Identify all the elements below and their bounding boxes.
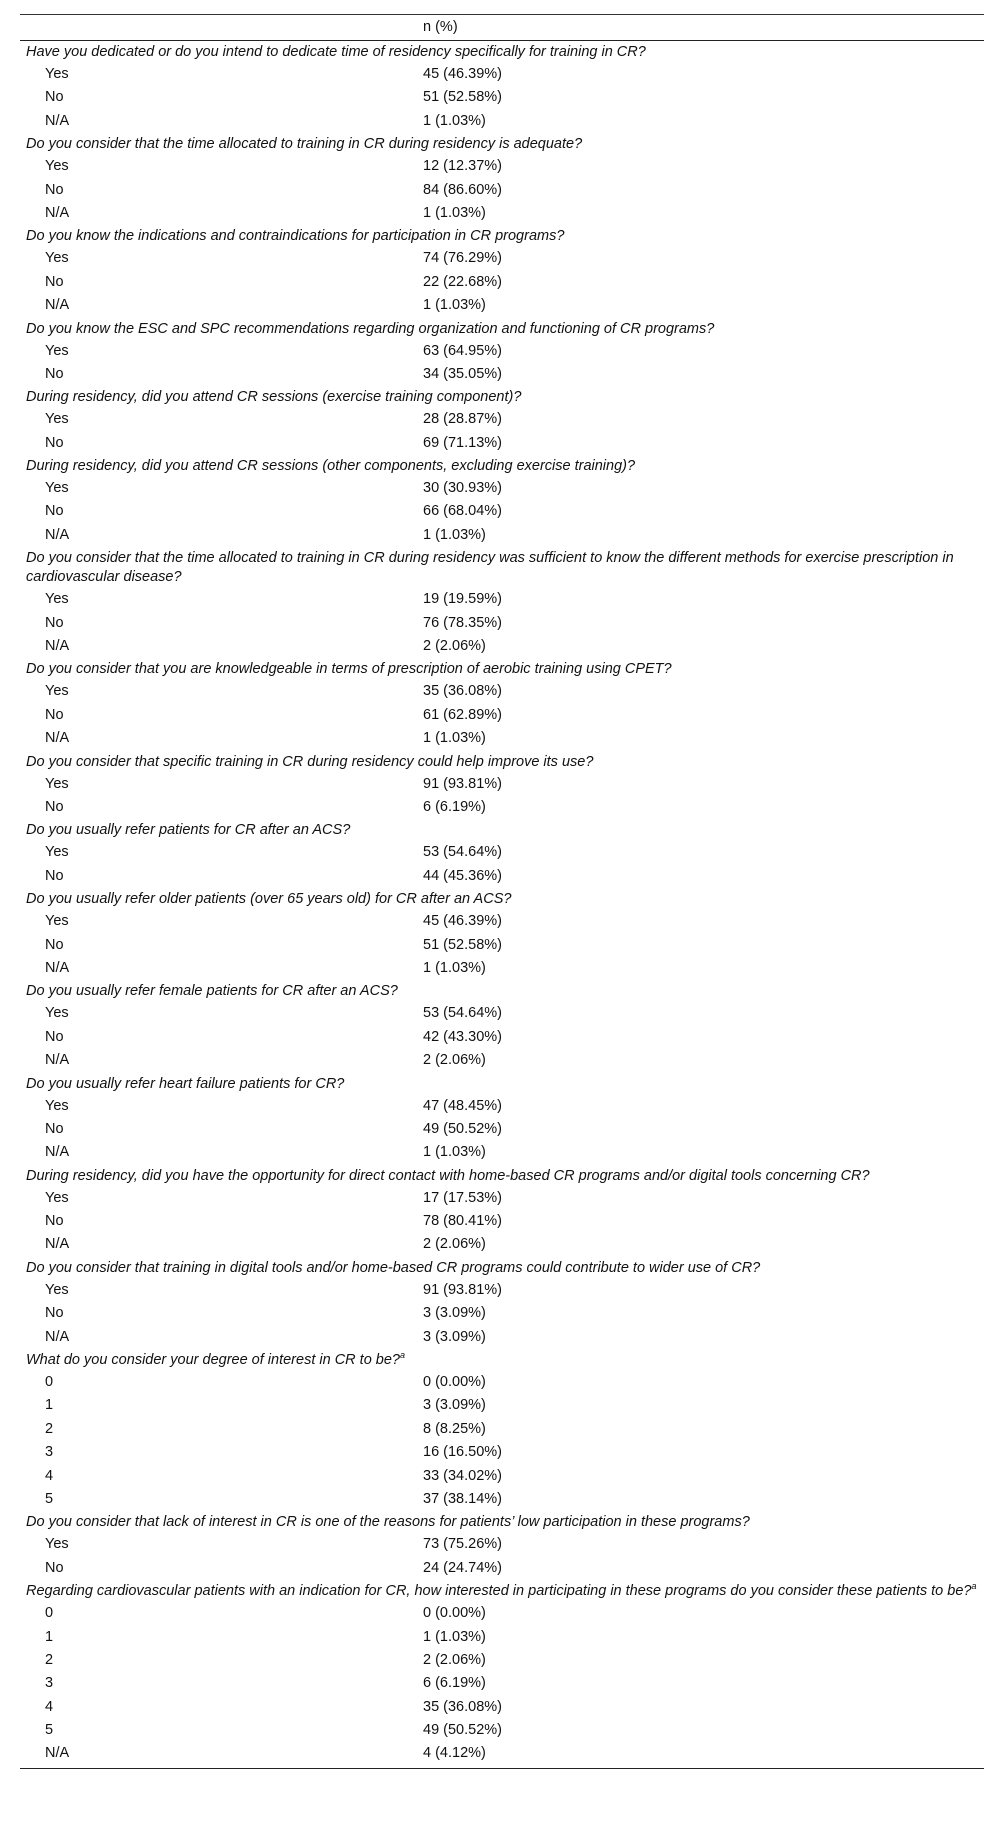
question-text: During residency, did you have the opportunity for direct contact with home-based CR programs and/or digital tools concerning CR? <box>26 1167 870 1184</box>
answer-label: Yes <box>45 411 69 428</box>
answer-value: 1 (1.03%) <box>423 204 486 221</box>
answer-row <box>20 1118 984 1141</box>
answer-value: 74 (76.29%) <box>423 250 502 267</box>
answer-value: 6 (6.19%) <box>423 798 486 815</box>
answer-value: 35 (36.08%) <box>423 683 502 700</box>
answer-row <box>20 773 984 796</box>
answer-label: No <box>45 181 64 198</box>
question-row <box>20 1257 980 1279</box>
answer-value: 16 (16.50%) <box>423 1444 502 1461</box>
answer-label: Yes <box>45 1097 69 1114</box>
answer-label: No <box>45 706 64 723</box>
answer-row <box>20 865 984 888</box>
answer-row <box>20 1649 984 1672</box>
question-row <box>20 1580 980 1602</box>
answer-row <box>20 1602 984 1625</box>
answer-label: No <box>45 273 64 290</box>
question-text: Do you know the ESC and SPC recommendations regarding organization and functioning of CR programs? <box>26 320 715 337</box>
answer-value: 2 (2.06%) <box>423 1052 486 1069</box>
answer-row <box>20 1141 984 1164</box>
answer-value: 51 (52.58%) <box>423 936 502 953</box>
answer-label: 2 <box>45 1651 54 1668</box>
question-row <box>20 980 980 1002</box>
question-text: Do you usually refer patients for CR after an ACS? <box>26 822 351 839</box>
question-text: During residency, did you attend CR sessions (other components, excluding exercise training)? <box>26 458 636 475</box>
answer-value: 17 (17.53%) <box>423 1189 502 1206</box>
answer-row <box>20 1302 984 1325</box>
answer-row <box>20 1002 984 1025</box>
answer-value: 1 (1.03%) <box>423 959 486 976</box>
answer-value: 28 (28.87%) <box>423 411 502 428</box>
answer-value: 3 (3.09%) <box>423 1397 486 1414</box>
answer-label: Yes <box>45 1536 69 1553</box>
answer-row <box>20 202 984 225</box>
answer-label: N/A <box>45 730 70 747</box>
answer-value: 78 (80.41%) <box>423 1213 502 1230</box>
answer-row <box>20 635 984 658</box>
answer-label: Yes <box>45 683 69 700</box>
answer-row <box>20 1371 984 1394</box>
answer-value: 45 (46.39%) <box>423 66 502 82</box>
answer-row <box>20 86 984 109</box>
answer-label: Yes <box>45 913 69 930</box>
answer-label: Yes <box>45 844 69 861</box>
answer-label: Yes <box>45 591 69 608</box>
answer-row <box>20 796 984 819</box>
question-text: Regarding cardiovascular patients with an indication for CR, how interested in participating in these programs do you consider these patients to be? <box>26 1583 972 1600</box>
answer-label: No <box>45 1305 64 1322</box>
answer-row <box>20 500 984 523</box>
answer-label: N/A <box>45 959 70 976</box>
answer-label: Yes <box>45 342 69 359</box>
answer-value: 73 (75.26%) <box>423 1536 502 1553</box>
answer-row <box>20 1441 984 1464</box>
question-row <box>20 225 980 247</box>
question-row <box>20 41 980 63</box>
answer-row <box>20 727 984 750</box>
answer-label: No <box>45 1120 64 1137</box>
question-text: What do you consider your degree of interest in CR to be? <box>26 1352 400 1369</box>
answer-label: 5 <box>45 1722 54 1739</box>
answer-label: Yes <box>45 250 69 267</box>
answer-row <box>20 612 984 635</box>
answer-value: 44 (45.36%) <box>423 867 502 884</box>
column-header-n-percent: n (%) <box>423 19 458 35</box>
answer-row <box>20 934 984 957</box>
answer-row <box>20 63 984 86</box>
answer-label: N/A <box>45 526 70 543</box>
answer-value: 53 (54.64%) <box>423 844 502 861</box>
answer-value: 76 (78.35%) <box>423 614 502 631</box>
answer-value: 3 (3.09%) <box>423 1305 486 1322</box>
table-bottom-rule <box>20 1768 984 1769</box>
answer-label: N/A <box>45 1745 70 1762</box>
answer-row <box>20 1026 984 1049</box>
answer-label: No <box>45 434 64 451</box>
answer-row <box>20 1418 984 1441</box>
answer-label: Yes <box>45 775 69 792</box>
answer-value: 2 (2.06%) <box>423 1236 486 1253</box>
survey-table <box>20 14 984 1769</box>
answer-row <box>20 910 984 933</box>
answer-row <box>20 1095 984 1118</box>
answer-value: 22 (22.68%) <box>423 273 502 290</box>
answer-value: 42 (43.30%) <box>423 1028 502 1045</box>
answer-label: 2 <box>45 1420 54 1437</box>
answer-value: 1 (1.03%) <box>423 1144 486 1161</box>
answer-row <box>20 1488 984 1511</box>
answer-label: 1 <box>45 1628 54 1645</box>
answer-value: 69 (71.13%) <box>423 434 502 451</box>
answer-row <box>20 247 984 270</box>
answer-label: 4 <box>45 1698 54 1715</box>
answer-row <box>20 704 984 727</box>
answer-value: 37 (38.14%) <box>423 1490 502 1507</box>
answer-value: 53 (54.64%) <box>423 1005 502 1022</box>
answer-row <box>20 1696 984 1719</box>
answer-row <box>20 524 984 547</box>
answer-value: 6 (6.19%) <box>423 1675 486 1692</box>
answer-row <box>20 432 984 455</box>
answer-row <box>20 1279 984 1302</box>
answer-label: N/A <box>45 1328 70 1345</box>
question-row <box>20 547 980 588</box>
question-text: Do you know the indications and contraindications for participation in CR programs? <box>26 228 565 245</box>
answer-value: 33 (34.02%) <box>423 1467 502 1484</box>
question-row <box>20 819 980 841</box>
answer-label: No <box>45 614 64 631</box>
answer-row <box>20 1326 984 1349</box>
answer-label: Yes <box>45 1005 69 1022</box>
question-text: Do you consider that you are knowledgeable in terms of prescription of aerobic training using CPET? <box>26 661 672 678</box>
answer-value: 49 (50.52%) <box>423 1722 502 1739</box>
answer-value: 1 (1.03%) <box>423 297 486 314</box>
answer-row <box>20 1719 984 1742</box>
answer-label: 0 <box>45 1374 54 1391</box>
answer-label: No <box>45 1028 64 1045</box>
question-row <box>20 1165 980 1187</box>
answer-value: 91 (93.81%) <box>423 1281 502 1298</box>
answer-row <box>20 957 984 980</box>
answer-row <box>20 1465 984 1488</box>
answer-row <box>20 1233 984 1256</box>
question-text: During residency, did you attend CR sessions (exercise training component)? <box>26 389 522 406</box>
question-row <box>20 133 980 155</box>
answer-value: 2 (2.06%) <box>423 638 486 655</box>
answer-value: 0 (0.00%) <box>423 1605 486 1622</box>
question-row <box>20 658 980 680</box>
answer-row <box>20 588 984 611</box>
answer-label: No <box>45 1213 64 1230</box>
answer-value: 84 (86.60%) <box>423 181 502 198</box>
answer-value: 3 (3.09%) <box>423 1328 486 1345</box>
answer-value: 24 (24.74%) <box>423 1559 502 1576</box>
answer-value: 12 (12.37%) <box>423 158 502 175</box>
answer-value: 8 (8.25%) <box>423 1420 486 1437</box>
question-row <box>20 888 980 910</box>
answer-value: 2 (2.06%) <box>423 1651 486 1668</box>
answer-row <box>20 477 984 500</box>
question-row <box>20 1073 980 1095</box>
answer-row <box>20 1626 984 1649</box>
answer-label: Yes <box>45 1281 69 1298</box>
question-text: Do you consider that the time allocated to training in CR during residency was sufficient to know the different methods for exercise prescription in cardiovascular disease? <box>26 550 954 586</box>
footnote-marker: a <box>971 1581 977 1592</box>
question-text: Do you consider that specific training in CR during residency could help improve its use? <box>26 753 594 770</box>
answer-value: 4 (4.12%) <box>423 1745 486 1762</box>
question-text: Do you consider that lack of interest in CR is one of the reasons for patients’ low participation in these programs? <box>26 1514 750 1531</box>
answer-label: N/A <box>45 1144 70 1161</box>
answer-label: Yes <box>45 1189 69 1206</box>
answer-row <box>20 1049 984 1072</box>
answer-label: No <box>45 867 64 884</box>
answer-label: N/A <box>45 1236 70 1253</box>
footnote-marker: a <box>399 1350 405 1361</box>
answer-row <box>20 1557 984 1580</box>
answer-value: 34 (35.05%) <box>423 365 502 382</box>
question-row <box>20 455 980 477</box>
answer-value: 19 (19.59%) <box>423 591 502 608</box>
question-text: Do you usually refer older patients (over 65 years old) for CR after an ACS? <box>26 891 512 908</box>
answer-row <box>20 1533 984 1556</box>
answer-value: 35 (36.08%) <box>423 1698 502 1715</box>
answer-row <box>20 408 984 431</box>
answer-value: 1 (1.03%) <box>423 526 486 543</box>
table-header <box>20 15 984 41</box>
question-row <box>20 318 980 340</box>
answer-label: N/A <box>45 297 70 314</box>
answer-label: 5 <box>45 1490 54 1507</box>
answer-label: 3 <box>45 1675 54 1692</box>
answer-row <box>20 363 984 386</box>
question-text: Do you consider that the time allocated to training in CR during residency is adequate? <box>26 136 583 153</box>
answer-row <box>20 1394 984 1417</box>
answer-row <box>20 294 984 317</box>
answer-value: 47 (48.45%) <box>423 1097 502 1114</box>
question-text: Do you consider that training in digital tools and/or home-based CR programs could contribute to wider use of CR? <box>26 1259 761 1276</box>
answer-label: Yes <box>45 66 69 82</box>
answer-label: 3 <box>45 1444 54 1461</box>
answer-value: 45 (46.39%) <box>423 913 502 930</box>
answer-label: N/A <box>45 204 70 221</box>
answer-label: 1 <box>45 1397 54 1414</box>
answer-row <box>20 271 984 294</box>
question-text: Do you usually refer heart failure patients for CR? <box>26 1075 345 1092</box>
answer-value: 51 (52.58%) <box>423 89 502 106</box>
question-row <box>20 1349 980 1371</box>
answer-label: 0 <box>45 1605 54 1622</box>
answer-label: Yes <box>45 158 69 175</box>
answer-label: No <box>45 89 64 106</box>
answer-row <box>20 1742 984 1765</box>
answer-value: 1 (1.03%) <box>423 730 486 747</box>
answer-label: N/A <box>45 1052 70 1069</box>
question-row <box>20 386 980 408</box>
answer-value: 91 (93.81%) <box>423 775 502 792</box>
answer-row <box>20 179 984 202</box>
answer-row <box>20 841 984 864</box>
answer-value: 61 (62.89%) <box>423 706 502 723</box>
answer-label: Yes <box>45 480 69 497</box>
answer-label: No <box>45 798 64 815</box>
answer-row <box>20 340 984 363</box>
answer-label: No <box>45 365 64 382</box>
answer-value: 30 (30.93%) <box>423 480 502 497</box>
answer-label: No <box>45 503 64 520</box>
answer-row <box>20 680 984 703</box>
answer-value: 66 (68.04%) <box>423 503 502 520</box>
answer-label: No <box>45 936 64 953</box>
answer-value: 0 (0.00%) <box>423 1374 486 1391</box>
answer-row <box>20 1210 984 1233</box>
answer-label: N/A <box>45 638 70 655</box>
question-text: Do you usually refer female patients for CR after an ACS? <box>26 983 398 1000</box>
answer-row <box>20 1672 984 1695</box>
answer-row <box>20 1187 984 1210</box>
table-body <box>20 41 984 1766</box>
question-text: Have you dedicated or do you intend to dedicate time of residency specifically for training in CR? <box>26 44 646 60</box>
answer-value: 1 (1.03%) <box>423 1628 486 1645</box>
answer-row <box>20 155 984 178</box>
question-row <box>20 1511 980 1533</box>
answer-label: 4 <box>45 1467 54 1484</box>
answer-value: 49 (50.52%) <box>423 1120 502 1137</box>
answer-value: 63 (64.95%) <box>423 342 502 359</box>
answer-value: 1 (1.03%) <box>423 112 486 129</box>
question-row <box>20 751 980 773</box>
answer-row <box>20 110 984 133</box>
answer-label: No <box>45 1559 64 1576</box>
answer-label: N/A <box>45 112 70 129</box>
